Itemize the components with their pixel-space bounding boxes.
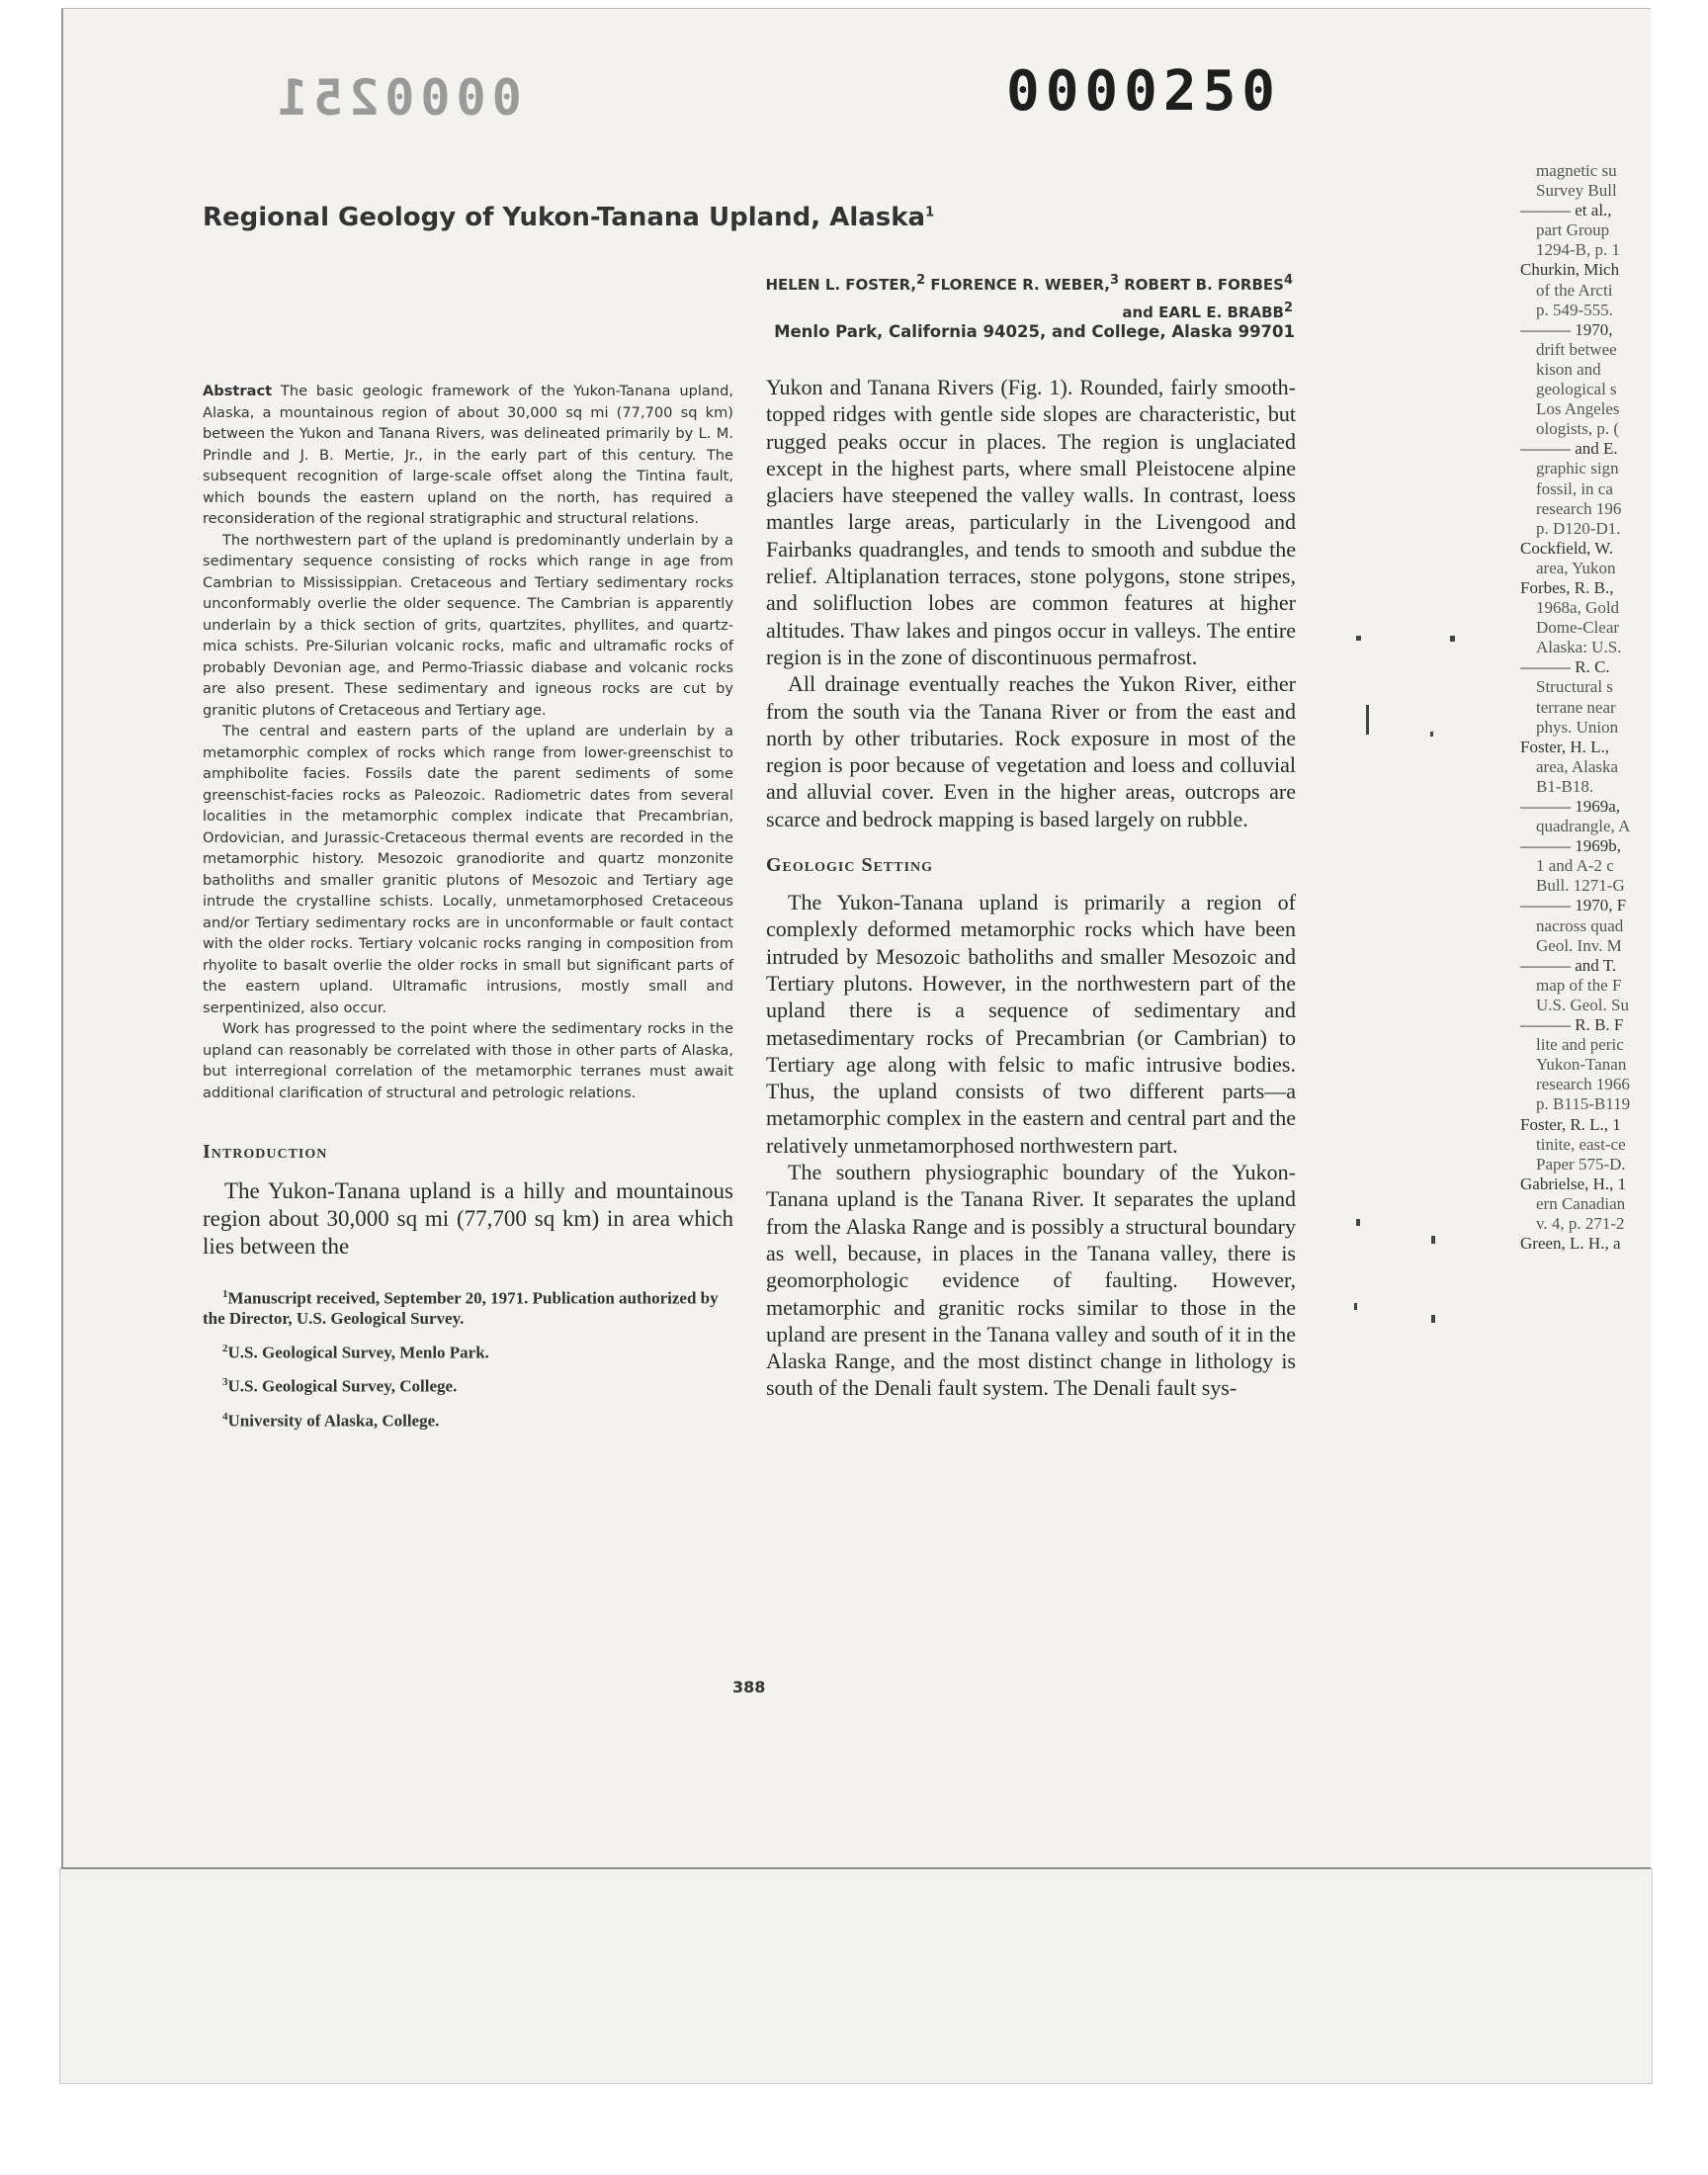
reference-line: Alaska: U.S. xyxy=(1536,638,1622,657)
footnote-mark: 4 xyxy=(222,1410,228,1423)
abstract xyxy=(203,381,733,1103)
author-footnote-mark: 2 xyxy=(1283,301,1293,315)
author-name: FLORENCE R. WEBER, xyxy=(925,276,1110,294)
reference-line: ——— et al., xyxy=(1520,201,1612,220)
left-column xyxy=(203,381,733,1441)
footnote-text: Manuscript received, September 20, 1971. Publication authorized by the Director, U.S. Geological Survey. xyxy=(203,1288,719,1328)
reference-line: drift betwee xyxy=(1536,339,1617,359)
scan-speck xyxy=(1430,732,1433,737)
scan-speck xyxy=(1356,1219,1360,1226)
author-list xyxy=(502,269,1293,324)
abstract-text: The basic geologic framework of the Yukon-Tanana upland, Alaska, a mountainous region of about 30,000 sq mi (77,700 sq km) between the Yukon and Tanana Rivers, was delineated primarily by L. M. Prindle and J. B. Mertie, Jr., in the early part of this century. The subsequent recognition of large-scale offset along the Tintina fault, which bounds the eastern upland on the north, has required a reconsideration of the regional stratigraphic and structural relations. xyxy=(203,383,733,527)
introduction-body xyxy=(203,1177,733,1261)
reference-line: ologists, p. ( xyxy=(1536,419,1620,439)
right-column xyxy=(766,374,1296,1402)
reference-line: kison and xyxy=(1536,359,1601,379)
reference-line: research 196 xyxy=(1536,498,1622,518)
reference-line: Foster, H. L., xyxy=(1520,737,1609,756)
reference-line: terrane near xyxy=(1536,697,1616,717)
reference-line: U.S. Geol. Su xyxy=(1536,995,1629,1014)
reference-line: Yukon-Tanan xyxy=(1536,1055,1627,1075)
footnote xyxy=(203,1372,733,1397)
introduction-paragraph: The Yukon-Tanana upland is a hilly and mountainous region about 30,000 sq mi (77,700 sq km) in area which lies between the xyxy=(203,1178,733,1259)
article-title xyxy=(203,203,934,232)
body-paragraph: The southern physiographic boundary of the Yukon-Tanana upland is the Tanana River. It separates the upland from the Alaska Range and is possibly a structural boundary as well, because, in places in the Tanana valley, there is geomorphologic evidence of faulting. However, metamorphic and granitic rocks similar to those in the upland are present in the Tanana valley and south of it in the Alaska Range, and the most distinct change in lithology is south of the Denali fault system. The Denali fault sys- xyxy=(766,1160,1296,1401)
reference-line: research 1966 xyxy=(1536,1075,1630,1094)
reference-line: map of the F xyxy=(1536,975,1622,995)
reference-line: Green, L. H., a xyxy=(1520,1234,1621,1254)
affiliation: Menlo Park, California 94025, and College, Alaska 99701 xyxy=(774,322,1295,341)
reference-line: ——— and T. xyxy=(1520,955,1617,975)
reference-line: area, Alaska xyxy=(1536,756,1619,776)
abstract-paragraph: Work has progressed to the point where the sedimentary rocks in the upland can reasonably be correlated with those in other parts of Alaska, but interregional correlation of the metamorphic terranes must await additional clarification of structural and petrologic relations. xyxy=(203,1020,733,1101)
reference-line: geological s xyxy=(1536,380,1617,399)
scan-speck xyxy=(1354,1303,1357,1310)
reference-line: Churkin, Mich xyxy=(1520,260,1620,280)
adjacent-page-references xyxy=(1520,161,1647,1387)
reference-line: Foster, R. L., 1 xyxy=(1520,1114,1621,1134)
footnote-text: University of Alaska, College. xyxy=(227,1411,440,1431)
footnote xyxy=(203,1284,733,1329)
reference-line: ——— 1970, F xyxy=(1520,896,1627,915)
footnote-mark: 1 xyxy=(222,1288,228,1300)
abstract-paragraph xyxy=(203,381,733,530)
reference-line: part Group xyxy=(1536,220,1610,240)
reference-line: Gabrielse, H., 1 xyxy=(1520,1174,1627,1193)
reference-line: Cockfield, W. xyxy=(1520,538,1613,558)
introduction-heading: Introduction xyxy=(203,1141,328,1163)
geologic-setting-heading: Geologic Setting xyxy=(766,854,934,877)
reference-line: fossil, in ca xyxy=(1536,478,1613,498)
reference-line: 1968a, Gold xyxy=(1536,598,1620,618)
reference-line: nacross quad xyxy=(1536,915,1624,935)
title-footnote-mark: 1 xyxy=(925,205,935,220)
author-name: and EARL E. BRABB xyxy=(1122,304,1284,321)
reference-line: p. B115-B119 xyxy=(1536,1094,1631,1114)
reference-line: ——— 1969a, xyxy=(1520,797,1621,816)
reference-line: ——— 1969b, xyxy=(1520,836,1621,856)
reference-line: Survey Bull xyxy=(1536,181,1617,201)
reference-line: 1 and A-2 c xyxy=(1536,856,1614,876)
body-paragraph: The Yukon-Tanana upland is primarily a region of complexly deformed metamorphic rocks which have been intruded by Mesozoic batholiths and smaller Mesozoic and Tertiary plutons. However, in the northwestern part of the upland there is a sequence of sedimentary and metasedimentary rocks of Precambrian (or Cambrian) to Tertiary age along with felsic to mafic intrusive bodies. Thus, the upland consists of two different parts—a metamorphic complex in the eastern and central part and the relatively unmetamorphosed northwestern part. xyxy=(766,890,1296,1158)
page-number: 388 xyxy=(732,1678,766,1696)
underlying-sheet xyxy=(59,1869,1653,2084)
scan-speck xyxy=(1431,1236,1435,1244)
body-paragraph: Yukon and Tanana Rivers (Fig. 1). Rounded, fairly smooth-topped ridges with gentle side slopes are characteristic, but rugged peaks occur in places. The region is unglaciated except in the highest parts, where small Pleistocene alpine glaciers have steepened the valley walls. In contrast, loess mantles large areas, particularly in the Livengood and Fairbanks quadrangles, and tends to smooth and subdue the relief. Altiplanation terraces, stone polygons, stone stripes, and solifluction lobes are common features at higher altitudes. Thaw lakes and pingos occur in valleys. The entire region is in the zone of discontinuous permafrost. xyxy=(766,375,1296,669)
reference-line: ——— 1970, xyxy=(1520,319,1613,339)
reference-line: 1294-B, p. 1 xyxy=(1536,240,1620,260)
reference-line: Bull. 1271-G xyxy=(1536,876,1625,896)
reference-line: phys. Union xyxy=(1536,717,1619,737)
author-name: ROBERT B. FORBES xyxy=(1119,276,1284,294)
author-footnote-mark: 2 xyxy=(916,273,926,288)
footnote-text: U.S. Geological Survey, College. xyxy=(227,1376,458,1396)
author-footnote-mark: 3 xyxy=(1109,273,1120,288)
abstract-label: Abstract xyxy=(203,383,273,399)
introduction-continued xyxy=(766,374,1296,832)
page-stamp: 0000250 xyxy=(1006,59,1282,124)
scan-speck xyxy=(1366,705,1369,735)
reference-line: Los Angeles xyxy=(1536,399,1620,419)
reference-line: of the Arcti xyxy=(1536,280,1613,300)
title-text: Regional Geology of Yukon-Tanana Upland, Alaska xyxy=(203,203,926,232)
abstract-paragraph: The northwestern part of the upland is predominantly underlain by a sedimentary sequence consisting of rocks which range in age from Cambrian to Mississippian. Cretaceous and Tertiary sedimentary rocks unconformably overlie the older sequence. The Cambrian is apparently underlain by a thick section of grits, quartzites, phyllites, and quartz-mica schists. Pre-Silurian volcanic rocks, mafic and ultramafic rocks of probably Devonian age, and Permo-Triassic diabase and volcanic rocks are also present. These sedimentary and igneous rocks are cut by granitic plutons of Cretaceous and Tertiary age. xyxy=(203,531,733,719)
mirrored-page-stamp: 0000251 xyxy=(272,69,522,127)
footnote xyxy=(203,1407,733,1432)
reference-line: p. D120-D1. xyxy=(1536,518,1621,538)
reference-line: Dome-Clear xyxy=(1536,618,1620,638)
author-footnote-mark: 4 xyxy=(1283,273,1293,288)
scan-speck xyxy=(1431,1315,1435,1323)
reference-line: ——— R. B. F xyxy=(1520,1015,1624,1035)
body-paragraph: All drainage eventually reaches the Yukon River, either from the south via the Tanana River or from the east and north by other tributaries. Rock exposure in most of the region is poor because of vegetation and loess and colluvial and alluvial cover. Even in the higher areas, outcrops are scarce and bedrock mapping is based largely on rubble. xyxy=(766,671,1296,831)
geologic-setting-body xyxy=(766,889,1296,1402)
reference-line: Geol. Inv. M xyxy=(1536,935,1622,955)
reference-line: magnetic su xyxy=(1536,161,1617,180)
reference-line: lite and peric xyxy=(1536,1035,1624,1055)
reference-line: ——— R. C. xyxy=(1520,657,1610,677)
footnote-text: U.S. Geological Survey, Menlo Park. xyxy=(227,1343,489,1362)
reference-line: ern Canadian xyxy=(1536,1193,1626,1213)
author-line-1 xyxy=(502,269,1293,297)
scan-speck xyxy=(1450,636,1455,642)
footnote xyxy=(203,1339,733,1363)
reference-line: p. 549-555. xyxy=(1536,300,1613,319)
footnotes xyxy=(203,1284,733,1432)
reference-line: tinite, east-ce xyxy=(1536,1134,1626,1154)
reference-line: Structural s xyxy=(1536,677,1613,697)
reference-line: Forbes, R. B., xyxy=(1520,577,1614,597)
reference-line: area, Yukon xyxy=(1536,558,1616,577)
scan-speck xyxy=(1356,636,1361,641)
author-name: HELEN L. FOSTER, xyxy=(765,276,917,294)
footnote-mark: 2 xyxy=(222,1342,228,1354)
reference-line: graphic sign xyxy=(1536,459,1619,478)
abstract-paragraph: The central and eastern parts of the upland are underlain by a metamorphic complex of rocks which range from lower-greenschist to amphibolite facies. Fossils date the parent sediments of some greenschist-facies rocks as Paleozoic. Radiometric dates from several localities in the metamorphic complex indicate that Precambrian, Ordovician, and Jurassic-Cretaceous thermal events are recorded in the metamorphic history. Mesozoic granodiorite and quartz monzonite batholiths and smaller granitic plutons of Mesozoic and Tertiary age intrude the crystalline schists. Locally, unmetamorphosed Cretaceous and/or Tertiary sedimentary rocks are in unconformable or fault contact with the older rocks. Tertiary volcanic rocks ranging in composition from rhyolite to basalt overlie the older rocks in small but significant parts of the eastern upland. Ultramafic intrusions, mostly small and serpentinized, also occur. xyxy=(203,723,733,1016)
reference-line: B1-B18. xyxy=(1536,776,1594,796)
reference-line: v. 4, p. 271-2 xyxy=(1536,1213,1625,1233)
reference-line: quadrangle, A xyxy=(1536,817,1631,836)
reference-line: ——— and E. xyxy=(1520,439,1618,459)
footnote-mark: 3 xyxy=(222,1376,228,1389)
author-line-2 xyxy=(502,297,1293,324)
reference-line: Paper 575-D. xyxy=(1536,1154,1626,1174)
